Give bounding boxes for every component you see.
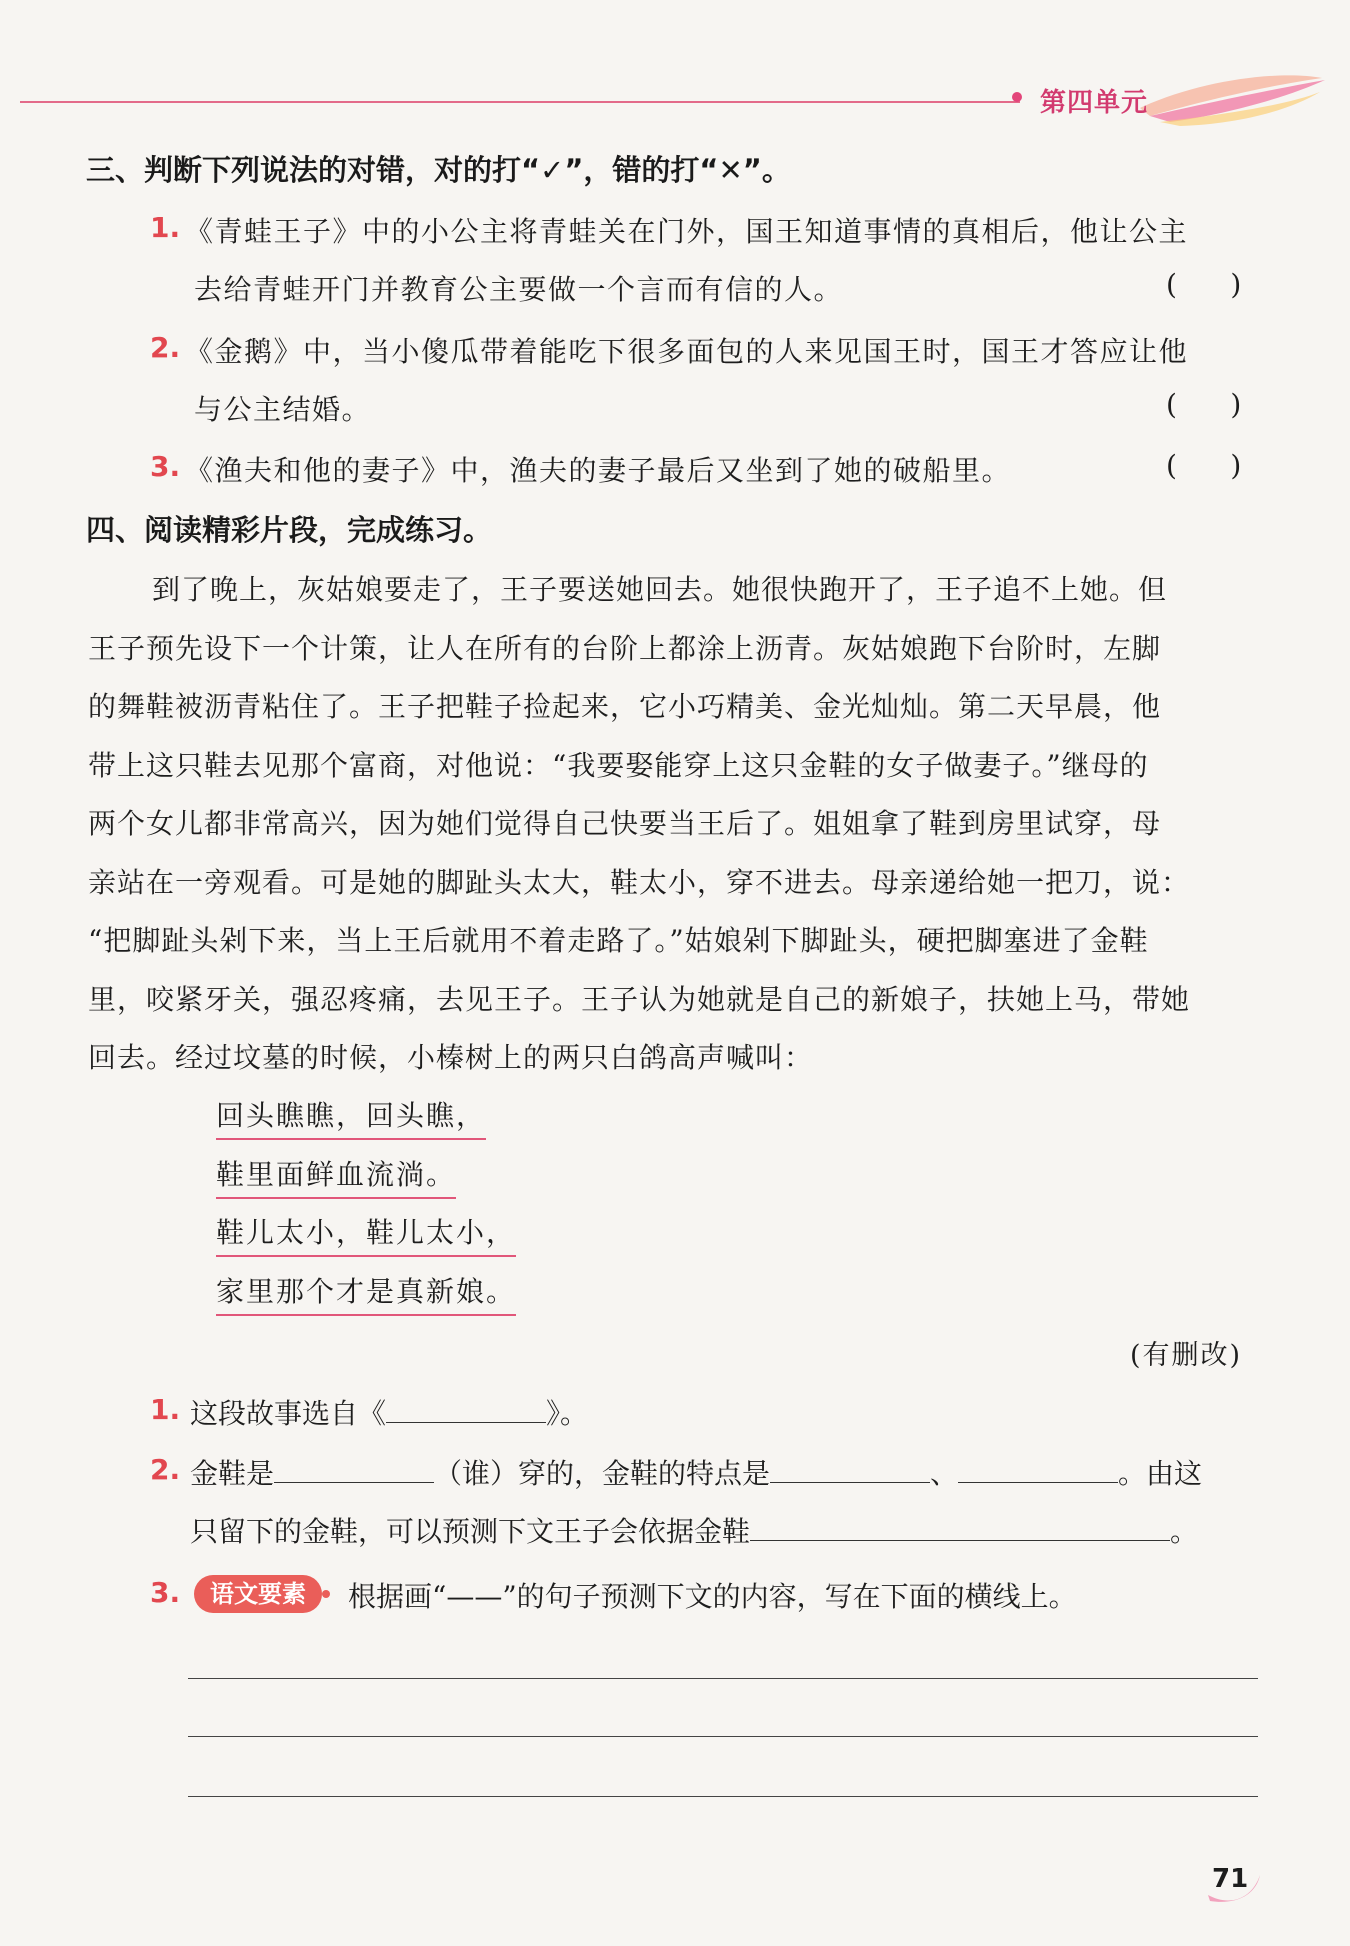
s4-q1-line <box>190 1392 588 1432</box>
badge-dot <box>322 1590 330 1598</box>
poem-line-1: 回头瞧瞧，回头瞧， <box>216 1094 486 1140</box>
s4-q1-text-before: 这段故事选自《 <box>190 1397 387 1430</box>
poem-line-4: 家里那个才是真新娘。 <box>216 1270 516 1316</box>
s3-item-1-answer-paren[interactable]: ( ) <box>1166 268 1242 301</box>
s4-q1-blank[interactable] <box>386 1392 546 1423</box>
s3-item-1-number: 1. <box>150 211 181 244</box>
s3-item-1-line1: 《青蛙王子》中的小公主将青蛙关在门外，国王知道事情的真相后，他让公主 <box>185 215 1189 248</box>
s3-item-2-number: 2. <box>150 331 181 364</box>
s4-q2-blank-feature-2[interactable] <box>958 1452 1118 1483</box>
s4-q2-blank-feature-1[interactable] <box>770 1452 930 1483</box>
s4-q2-text-1: 金鞋是 <box>190 1457 275 1490</box>
s4-q2-text-5: 只留下的金鞋，可以预测下文王子会依据金鞋 <box>190 1515 751 1548</box>
s3-item-3-line1: 《渔夫和他的妻子》中，渔夫的妻子最后又坐到了她的破船里。 <box>185 454 1012 487</box>
poem-line-2: 鞋里面鲜血流淌。 <box>216 1153 456 1199</box>
header-rule <box>20 101 1020 103</box>
chinese-element-badge: 语文要素 <box>194 1575 322 1613</box>
s3-item-3-number: 3. <box>150 450 181 483</box>
passage-line-7: “把脚趾头剁下来，当上王后就用不着走路了。”姑娘剁下脚趾头，硬把脚塞进了金鞋 <box>88 924 1149 957</box>
answer-line-3[interactable] <box>188 1796 1258 1797</box>
passage-line-3: 的舞鞋被沥青粘住了。王子把鞋子捡起来，它小巧精美、金光灿灿。第二天早晨，他 <box>88 690 1162 723</box>
passage-line-2: 王子预先设下一个计策，让人在所有的台阶上都涂上沥青。灰姑娘跑下台阶时，左脚 <box>88 632 1162 665</box>
passage-line-4: 带上这只鞋去见那个富商，对他说：“我要娶能穿上这只金鞋的女子做妻子。”继母的 <box>88 749 1149 782</box>
s4-q2-number: 2. <box>150 1453 181 1486</box>
section-3-heading: 三、判断下列说法的对错，对的打“✓”，错的打“✕”。 <box>86 153 791 187</box>
s3-item-2-line1: 《金鹅》中，当小傻瓜带着能吃下很多面包的人来见国王时，国王才答应让他 <box>185 335 1189 368</box>
s4-q2-text-4: 。由这 <box>1118 1457 1203 1490</box>
answer-line-1[interactable] <box>188 1678 1258 1679</box>
s4-q3-text: 根据画“——”的句子预测下文的内容，写在下面的横线上。 <box>348 1580 1077 1613</box>
s4-q2-blank-who[interactable] <box>274 1452 434 1483</box>
poem-line-3: 鞋儿太小，鞋儿太小， <box>216 1211 516 1257</box>
s4-q3-number: 3. <box>150 1576 181 1609</box>
answer-line-2[interactable] <box>188 1736 1258 1737</box>
s3-item-2-line2: 与公主结婚。 <box>194 393 372 426</box>
passage-line-6: 亲站在一旁观看。可是她的脚趾头太大，鞋太小，穿不进去。母亲递给她一把刀，说： <box>88 866 1191 899</box>
passage-line-5: 两个女儿都非常高兴，因为她们觉得自己快要当王后了。姐姐拿了鞋到房里试穿，母 <box>88 807 1162 840</box>
passage-line-9: 回去。经过坟墓的时候，小榛树上的两只白鸽高声喊叫： <box>88 1041 814 1074</box>
s4-q1-number: 1. <box>150 1393 181 1426</box>
passage-line-1: 到了晚上，灰姑娘要走了，王子要送她回去。她很快跑开了，王子追不上她。但 <box>152 573 1168 606</box>
passage-line-8: 里，咬紧牙关，强忍疼痛，去见王子。王子认为她就是自己的新娘子，扶她上马，带她 <box>88 983 1191 1016</box>
section-4-heading: 四、阅读精彩片段，完成练习。 <box>86 513 493 547</box>
s3-item-3-answer-paren[interactable]: ( ) <box>1166 449 1242 482</box>
s4-q1-text-after: 》。 <box>546 1397 589 1430</box>
s4-q2-text-2: （谁）穿的，金鞋的特点是 <box>434 1457 771 1490</box>
s4-q2-blank-predict[interactable] <box>750 1510 1170 1541</box>
s4-q2-line2 <box>190 1510 1198 1550</box>
s3-item-1-line2: 去给青蛙开门并教育公主要做一个言而有信的人。 <box>194 273 844 306</box>
s4-q2-text-end: 。 <box>1170 1515 1199 1548</box>
adaptation-note: (有删改) <box>1130 1340 1243 1371</box>
s3-item-2-answer-paren[interactable]: ( ) <box>1166 388 1242 421</box>
unit-title: 第四单元 <box>1040 88 1149 118</box>
s4-q2-line1 <box>190 1452 1202 1492</box>
page-number: 71 <box>1212 1864 1249 1894</box>
s4-q2-text-3: 、 <box>930 1457 959 1490</box>
